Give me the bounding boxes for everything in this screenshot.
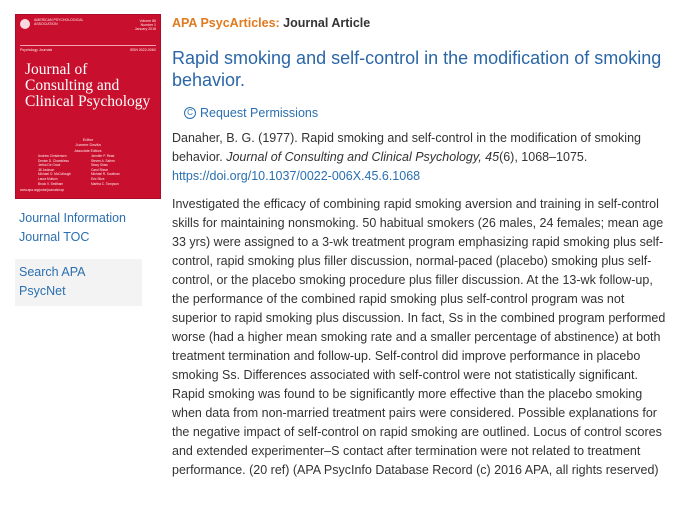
doi-link[interactable]: https://doi.org/10.1037/0022-006X.45.6.1068: [172, 169, 421, 183]
apa-logo-icon: [20, 19, 30, 29]
sidebar-links: [15, 209, 161, 247]
journal-cover-image[interactable]: [15, 14, 161, 199]
cover-title: Journal of Consulting and Clinical Psychology: [25, 61, 151, 110]
journal-toc-link[interactable]: Journal TOC: [19, 230, 90, 244]
search-apa-link-line1[interactable]: Search APA: [19, 265, 86, 279]
left-column: [15, 14, 161, 306]
citation-journal: Journal of Consulting and Clinical Psychology, 45: [226, 150, 500, 164]
citation-issue-pages: (6), 1068–1075.: [499, 150, 588, 164]
article-title: Rapid smoking and self-control in the modification of smoking behavior.: [172, 48, 662, 90]
cover-volume-info: Volume 86 Number 1 January 2018: [134, 19, 156, 31]
search-apa-box[interactable]: [15, 259, 142, 306]
search-apa-link-line2[interactable]: PsycNet: [19, 284, 66, 298]
citation-authors-title: Danaher, B. G. (1977). Rapid smoking and self-control in the modification of smoking behavior.: [172, 131, 641, 164]
breadcrumb-brand: APA PsycArticles:: [172, 16, 280, 30]
cover-editor: Joanne Davila: [75, 142, 101, 147]
article-main: [172, 14, 677, 480]
breadcrumb: [172, 14, 677, 32]
cover-meta: Psychology Journals ISSN 0022-006X: [20, 48, 156, 52]
cover-divider: [20, 45, 156, 46]
breadcrumb-type: Journal Article: [283, 16, 371, 30]
copyright-icon: C: [184, 107, 196, 119]
cover-url: www.apa.org/pubs/journals/ccp: [20, 188, 65, 192]
cover-publisher: AMERICAN PSYCHOLOGICAL ASSOCIATION: [34, 18, 84, 26]
citation: [172, 129, 677, 186]
abstract: Investigated the efficacy of combining rapid smoking aversion and training in self-control skills for maintaining nonsmoking. 50 habitual smokers (26 males, 24 females; mean age 33 yrs) were assigned to a 3-wk treatment program emphasizing rapid smoking plus self-control, rapid smoking plus filler discussion, normal-paced (placebo) smoking plus self-control, or the placebo smoking procedure plus filler discussion. At the 13-wk follow-up, the performance of the combined rapid smoking plus self-control program was not superior to rapid smoking plus discussion. In fact, Ss in the combined program performed worse (had a higher mean smoking rate and a smaller percentage of abstinence) at both treatment termination and follow-up. Self-control did improve performance in placebo smoking Ss. Differences associated with self-control were not statistically significant. Rapid smoking was found to be significantly more effective than the placebo smoking when data from non-married treatment pairs were considered. Possible explanations for the negative impact of self-control on rapid smoking are outlined. Locus of control scores and extended experimenter–S contact after termination were not related to treatment performance. (20 ref) (APA PsycInfo Database Record (c) 2016 APA, all rights reserved): [172, 197, 666, 477]
request-permissions-label: Request Permissions: [200, 106, 319, 120]
journal-information-link[interactable]: Journal Information: [19, 211, 127, 225]
cover-associate-editors: Andrew Christensen Jennifer P. Read Denise D. Chambless Steven A. Safren Jerika De Groot Stacy Shaw Jill Jackson Carol Shear Michael O. McCullough Michael R. Kaufman Laura Mufson Eric Stice Brock V. Smitham Martha C. Tompson: [38, 154, 120, 186]
cover-associate-label: Associate Editors: [74, 149, 102, 153]
cover-editor-label: Editor: [82, 137, 94, 142]
request-permissions-link[interactable]: [184, 105, 318, 121]
